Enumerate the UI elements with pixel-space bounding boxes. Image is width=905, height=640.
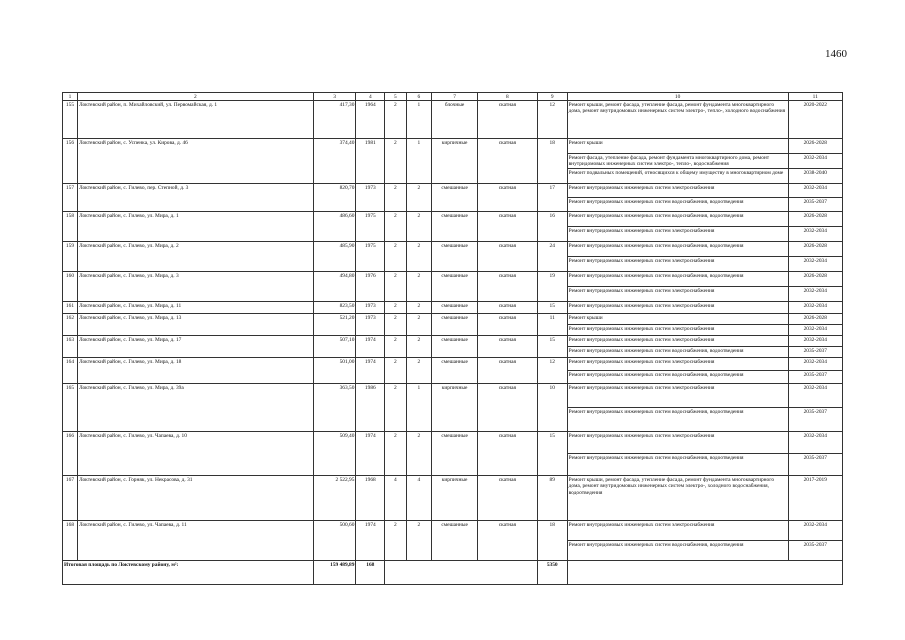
address-cell: Локтевский район, с. Гилево, пер. Степной, д. 3 (77, 184, 313, 212)
work-period-cell: 2026-2028 (788, 314, 842, 325)
work-type-cell: Ремонт внутридомовых инженерных систем водоснабжения, водоотведения (567, 371, 788, 384)
entrances-cell: 1 (406, 101, 432, 139)
table-row (63, 314, 843, 325)
totals-apartments: 5350 (537, 561, 567, 585)
work-period-cell: 2038-2040 (788, 169, 842, 184)
roof-type-cell: скатная (478, 212, 538, 242)
apartments-cell: 17 (537, 184, 567, 212)
work-period-cell: 2026-2028 (788, 212, 842, 227)
header-cell: 8 (478, 93, 538, 101)
table-row (63, 476, 843, 521)
apartments-cell: 15 (537, 336, 567, 358)
work-type-cell: Ремонт фасада, утепление фасада, ремонт фундамента многоквартирного дома, ремонт внутридомовых инженерных систем электро-, тепло-, водоснабжения (567, 154, 788, 169)
walls-material-cell: смешанные (432, 184, 478, 212)
table-row (63, 336, 843, 347)
work-period-cell: 2035-2037 (788, 454, 842, 476)
apartments-cell: 24 (537, 242, 567, 272)
work-period-cell: 2032-2034 (788, 287, 842, 302)
work-type-cell: Ремонт крыши, ремонт фасада, утепление фасада, ремонт фундамента многоквартирного дома, ремонт внутридомовых инженерных систем электро-, холодного водоснабжения, водоотведения (567, 476, 788, 521)
area-cell: 417,30 (313, 101, 356, 139)
area-cell: 823,50 (313, 302, 356, 314)
roof-type-cell: скатная (478, 476, 538, 521)
walls-material-cell: смешанные (432, 242, 478, 272)
year-cell: 1973 (356, 302, 385, 314)
year-cell: 1981 (356, 139, 385, 184)
entrances-cell: 2 (406, 358, 432, 384)
entrances-cell: 1 (406, 384, 432, 432)
work-period-cell: 2032-2034 (788, 432, 842, 454)
header-cell: 5 (385, 93, 406, 101)
year-cell: 1973 (356, 314, 385, 336)
walls-material-cell: смешанные (432, 302, 478, 314)
work-type-cell: Ремонт внутридомовых инженерных систем электроснабжения (567, 521, 788, 541)
entrances-cell: 2 (406, 184, 432, 212)
work-type-cell: Ремонт внутридомовых инженерных систем электроснабжения (567, 358, 788, 371)
work-type-cell: Ремонт внутридомовых инженерных систем электроснабжения (567, 325, 788, 336)
entrances-cell: 2 (406, 302, 432, 314)
work-type-cell: Ремонт внутридомовых инженерных систем водоснабжения, водоотведения (567, 198, 788, 212)
work-period-cell: 2035-2037 (788, 347, 842, 358)
area-cell: 521,20 (313, 314, 356, 336)
work-period-cell: 2032-2034 (788, 302, 842, 314)
work-type-cell: Ремонт внутридомовых инженерных систем электроснабжения (567, 432, 788, 454)
roof-type-cell: скатная (478, 314, 538, 336)
apartments-cell: 18 (537, 139, 567, 184)
address-cell: Локтевский район, с. Гилево, ул. Мира, д. 13 (77, 314, 313, 336)
work-type-cell: Ремонт внутридомовых инженерных систем водоснабжения, водоотведения (567, 408, 788, 432)
work-period-cell: 2035-2037 (788, 541, 842, 561)
roof-type-cell: скатная (478, 336, 538, 358)
floors-cell: 2 (385, 242, 406, 272)
roof-type-cell: скатная (478, 101, 538, 139)
floors-cell: 2 (385, 212, 406, 242)
work-period-cell: 2035-2037 (788, 371, 842, 384)
table-row (63, 302, 843, 314)
work-period-cell: 2032-2034 (788, 358, 842, 371)
walls-material-cell: смешанные (432, 521, 478, 561)
floors-cell: 2 (385, 521, 406, 561)
header-cell: 6 (406, 93, 432, 101)
area-cell: 820,70 (313, 184, 356, 212)
walls-material-cell: смешанные (432, 336, 478, 358)
area-cell: 494,80 (313, 272, 356, 302)
area-cell: 363,50 (313, 384, 356, 432)
address-cell: Локтевский район, с. Горняк, ул. Некрасова, д. 31 (77, 476, 313, 521)
address-cell: Локтевский район, с. Гилево, ул. Мира, д. 2 (77, 242, 313, 272)
work-type-cell: Ремонт внутридомовых инженерных систем водоснабжения, водоотведения (567, 242, 788, 257)
apartments-cell: 15 (537, 432, 567, 476)
work-period-cell: 2032-2034 (788, 154, 842, 169)
apartments-cell: 16 (537, 212, 567, 242)
work-type-cell: Ремонт внутридомовых инженерных систем водоснабжения, водоотведения (567, 347, 788, 358)
work-type-cell: Ремонт внутридомовых инженерных систем электроснабжения (567, 227, 788, 242)
address-cell: Локтевский район, с. Гилево, ул. Чапаева, д. 11 (77, 521, 313, 561)
work-type-cell: Ремонт крыши (567, 139, 788, 154)
row-number-cell: 163 (63, 336, 78, 358)
walls-material-cell: кирпичные (432, 384, 478, 432)
floors-cell: 2 (385, 314, 406, 336)
address-cell: Локтевский район, с. Гилево, ул. Мира, д. 17 (77, 336, 313, 358)
entrances-cell: 1 (406, 139, 432, 184)
row-number-cell: 164 (63, 358, 78, 384)
roof-type-cell: скатная (478, 358, 538, 384)
walls-material-cell: смешанные (432, 212, 478, 242)
row-number-cell: 166 (63, 432, 78, 476)
year-cell: 1964 (356, 101, 385, 139)
year-cell: 1974 (356, 358, 385, 384)
table-row (63, 432, 843, 454)
column-number-header (63, 93, 843, 101)
apartments-cell: 12 (537, 101, 567, 139)
work-period-cell: 2017-2019 (788, 476, 842, 521)
work-period-cell: 2026-2028 (788, 272, 842, 287)
row-number-cell: 161 (63, 302, 78, 314)
area-cell: 374,40 (313, 139, 356, 184)
roof-type-cell: скатная (478, 302, 538, 314)
area-cell: 509,40 (313, 432, 356, 476)
housing-register-table (62, 92, 843, 585)
table-row (63, 101, 843, 139)
work-type-cell: Ремонт внутридомовых инженерных систем водоснабжения, водоотведения (567, 272, 788, 287)
work-type-cell: Ремонт внутридомовых инженерных систем электроснабжения (567, 287, 788, 302)
year-cell: 1975 (356, 242, 385, 272)
row-number-cell: 165 (63, 384, 78, 432)
work-period-cell: 2032-2034 (788, 521, 842, 541)
apartments-cell: 12 (537, 358, 567, 384)
table-row (63, 272, 843, 287)
table-row (63, 139, 843, 154)
work-period-cell: 2032-2034 (788, 384, 842, 408)
header-cell: 4 (356, 93, 385, 101)
header-cell: 7 (432, 93, 478, 101)
apartments-cell: 15 (537, 302, 567, 314)
address-cell: Локтевский район, п. Михайловский, ул. Первомайская, д. 1 (77, 101, 313, 139)
header-cell: 1 (63, 93, 78, 101)
row-number-cell: 158 (63, 212, 78, 242)
work-period-cell: 2026-2028 (788, 139, 842, 154)
entrances-cell: 4 (406, 476, 432, 521)
floors-cell: 4 (385, 476, 406, 521)
work-period-cell: 2035-2037 (788, 408, 842, 432)
row-number-cell: 159 (63, 242, 78, 272)
empty-cell (385, 561, 538, 585)
entrances-cell: 2 (406, 336, 432, 358)
page-number: 1460 (825, 48, 847, 60)
header-cell: 2 (77, 93, 313, 101)
walls-material-cell: смешанные (432, 272, 478, 302)
work-type-cell: Ремонт внутридомовых инженерных систем электроснабжения (567, 184, 788, 198)
work-type-cell: Ремонт внутридомовых инженерных систем водоснабжения, водоотведения (567, 212, 788, 227)
year-cell: 1973 (356, 184, 385, 212)
empty-cell (567, 561, 842, 585)
work-period-cell: 2032-2034 (788, 257, 842, 272)
apartments-cell: 18 (537, 521, 567, 561)
work-type-cell: Ремонт внутридомовых инженерных систем водоснабжения, водоотведения (567, 541, 788, 561)
row-number-cell: 157 (63, 184, 78, 212)
roof-type-cell: скатная (478, 242, 538, 272)
work-type-cell: Ремонт внутридомовых инженерных систем электроснабжения (567, 336, 788, 347)
floors-cell: 2 (385, 184, 406, 212)
address-cell: Локтевский район, с. Гилево, ул. Мира, д. 39а (77, 384, 313, 432)
header-cell: 11 (788, 93, 842, 101)
work-type-cell: Ремонт внутридомовых инженерных систем электроснабжения (567, 302, 788, 314)
totals-area: 159 489,89 (313, 561, 356, 585)
floors-cell: 2 (385, 139, 406, 184)
work-period-cell: 2035-2037 (788, 198, 842, 212)
year-cell: 1976 (356, 272, 385, 302)
work-type-cell: Ремонт внутридомовых инженерных систем электроснабжения (567, 384, 788, 408)
entrances-cell: 2 (406, 212, 432, 242)
walls-material-cell: кирпичные (432, 476, 478, 521)
header-cell: 3 (313, 93, 356, 101)
apartments-cell: 11 (537, 314, 567, 336)
roof-type-cell: скатная (478, 432, 538, 476)
roof-type-cell: скатная (478, 521, 538, 561)
row-number-cell: 156 (63, 139, 78, 184)
floors-cell: 2 (385, 272, 406, 302)
table-row (63, 184, 843, 198)
apartments-cell: 10 (537, 384, 567, 432)
work-type-cell: Ремонт внутридомовых инженерных систем электроснабжения (567, 257, 788, 272)
floors-cell: 2 (385, 336, 406, 358)
roof-type-cell: скатная (478, 272, 538, 302)
roof-type-cell: скатная (478, 184, 538, 212)
work-period-cell: 2032-2034 (788, 184, 842, 198)
address-cell: Локтевский район, с. Гилево, ул. Мира, д. 3 (77, 272, 313, 302)
address-cell: Локтевский район, с. Гилево, ул. Чапаева, д. 10 (77, 432, 313, 476)
walls-material-cell: блочные (432, 101, 478, 139)
year-cell: 1974 (356, 432, 385, 476)
entrances-cell: 2 (406, 432, 432, 476)
year-cell: 1974 (356, 336, 385, 358)
address-cell: Локтевский район, с. Гилево, ул. Мира, д. 18 (77, 358, 313, 384)
totals-row (63, 561, 843, 585)
area-cell: 507,10 (313, 336, 356, 358)
roof-type-cell: скатная (478, 139, 538, 184)
row-number-cell: 168 (63, 521, 78, 561)
floors-cell: 2 (385, 101, 406, 139)
header-cell: 9 (537, 93, 567, 101)
walls-material-cell: смешанные (432, 358, 478, 384)
work-period-cell: 2032-2034 (788, 336, 842, 347)
area-cell: 486,60 (313, 212, 356, 242)
walls-material-cell: смешанные (432, 432, 478, 476)
address-cell: Локтевский район, с. Успенка, ул. Кирова, д. 46 (77, 139, 313, 184)
work-period-cell: 2032-2034 (788, 325, 842, 336)
area-cell: 501,00 (313, 358, 356, 384)
work-period-cell: 2026-2028 (788, 242, 842, 257)
totals-label: Итоговая площадь по Локтевскому району, м²: (63, 561, 314, 585)
work-period-cell: 2032-2034 (788, 227, 842, 242)
table-row (63, 212, 843, 227)
table-row (63, 358, 843, 371)
row-number-cell: 155 (63, 101, 78, 139)
row-number-cell: 167 (63, 476, 78, 521)
table-body (63, 93, 843, 585)
floors-cell: 2 (385, 358, 406, 384)
floors-cell: 2 (385, 384, 406, 432)
year-cell: 1986 (356, 384, 385, 432)
area-cell: 2 522,95 (313, 476, 356, 521)
row-number-cell: 160 (63, 272, 78, 302)
area-cell: 500,60 (313, 521, 356, 561)
row-number-cell: 162 (63, 314, 78, 336)
work-period-cell: 2020-2022 (788, 101, 842, 139)
table-row (63, 521, 843, 541)
year-cell: 1974 (356, 521, 385, 561)
entrances-cell: 2 (406, 314, 432, 336)
address-cell: Локтевский район, с. Гилево, ул. Мира, д. 1 (77, 212, 313, 242)
walls-material-cell: кирпичные (432, 139, 478, 184)
floors-cell: 2 (385, 432, 406, 476)
table-row (63, 242, 843, 257)
entrances-cell: 2 (406, 272, 432, 302)
apartments-cell: 19 (537, 272, 567, 302)
table-row (63, 384, 843, 408)
year-cell: 1975 (356, 212, 385, 242)
work-type-cell: Ремонт крыши (567, 314, 788, 325)
walls-material-cell: смешанные (432, 314, 478, 336)
floors-cell: 2 (385, 302, 406, 314)
entrances-cell: 2 (406, 242, 432, 272)
work-type-cell: Ремонт внутридомовых инженерных систем водоснабжения, водоотведения (567, 454, 788, 476)
totals-floors: 168 (356, 561, 385, 585)
entrances-cell: 2 (406, 521, 432, 561)
work-type-cell: Ремонт подвальных помещений, относящихся к общему имуществу в многоквартирном доме (567, 169, 788, 184)
year-cell: 1968 (356, 476, 385, 521)
apartments-cell: 89 (537, 476, 567, 521)
address-cell: Локтевский район, с. Гилево, ул. Мира, д. 11 (77, 302, 313, 314)
header-cell: 10 (567, 93, 788, 101)
work-type-cell: Ремонт крыши, ремонт фасада, утепление фасада, ремонт фундамента многоквартирного дома, ремонт внутридомовых инженерных систем электро-, тепло-, холодного водоснабжения (567, 101, 788, 139)
roof-type-cell: скатная (478, 384, 538, 432)
area-cell: 485,90 (313, 242, 356, 272)
